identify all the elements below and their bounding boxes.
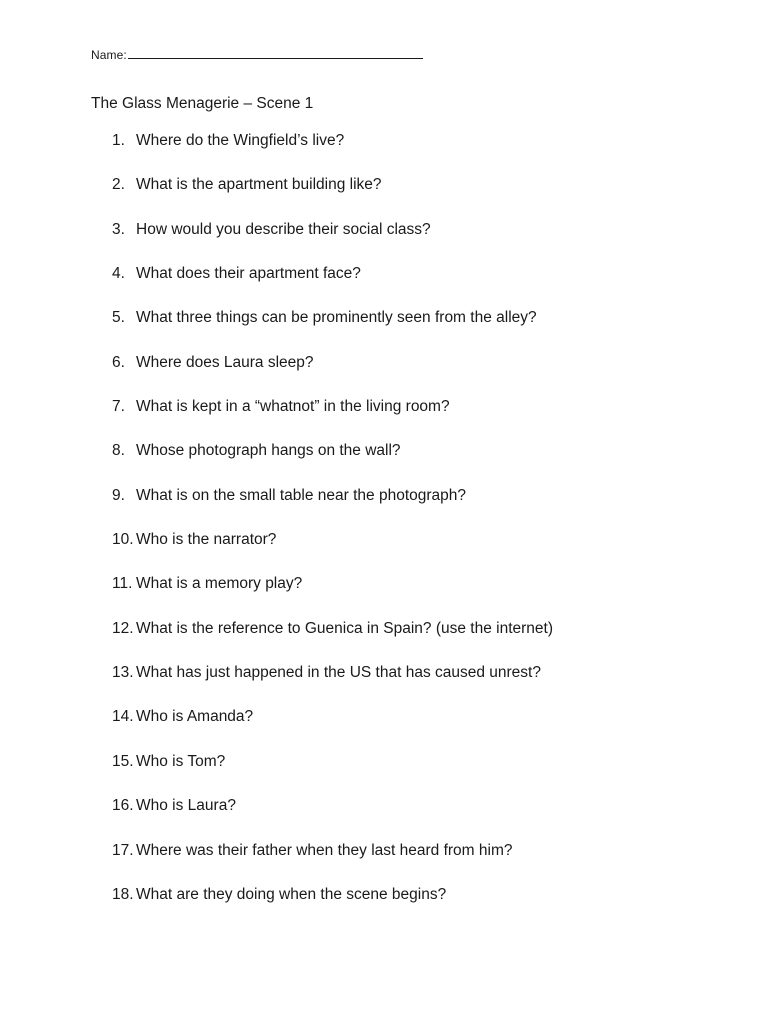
question-number: 5. bbox=[112, 309, 125, 327]
question-text: Whose photograph hangs on the wall? bbox=[136, 442, 401, 460]
name-blank-line bbox=[128, 47, 423, 59]
question-item bbox=[112, 886, 553, 930]
question-item bbox=[112, 797, 553, 841]
question-text: Who is the narrator? bbox=[136, 531, 277, 549]
question-text: Who is Amanda? bbox=[136, 708, 254, 726]
question-text: Who is Tom? bbox=[136, 752, 226, 770]
question-item bbox=[112, 354, 553, 398]
name-label: Name: bbox=[91, 48, 127, 62]
question-text: Where does Laura sleep? bbox=[136, 353, 314, 371]
question-number: 3. bbox=[112, 220, 125, 238]
question-number: 16. bbox=[112, 797, 134, 815]
question-number: 2. bbox=[112, 176, 125, 194]
question-text: Where do the Wingfield’s live? bbox=[136, 132, 345, 149]
question-number: 9. bbox=[112, 486, 125, 504]
question-item bbox=[112, 221, 553, 265]
question-number: 15. bbox=[112, 752, 134, 770]
question-number: 18. bbox=[112, 885, 134, 903]
question-text: What are they doing when the scene begins? bbox=[136, 885, 447, 903]
question-number: 12. bbox=[112, 619, 134, 637]
question-number: 8. bbox=[112, 442, 125, 460]
question-item bbox=[112, 442, 553, 486]
question-item bbox=[112, 620, 553, 664]
question-number: 10. bbox=[112, 531, 134, 549]
worksheet-title: The Glass Menagerie – Scene 1 bbox=[91, 95, 314, 112]
question-number: 6. bbox=[112, 353, 125, 371]
question-item bbox=[112, 487, 553, 531]
question-item bbox=[112, 132, 553, 176]
question-text: What is the apartment building like? bbox=[136, 176, 382, 194]
question-number: 11. bbox=[112, 575, 133, 593]
question-text: What is on the small table near the photograph? bbox=[136, 486, 467, 504]
question-item bbox=[112, 398, 553, 442]
question-text: How would you describe their social class? bbox=[136, 220, 431, 238]
question-number: 14. bbox=[112, 708, 134, 726]
question-text: What is kept in a “whatnot” in the living room? bbox=[136, 398, 450, 416]
question-text: What is a memory play? bbox=[136, 575, 303, 593]
question-list bbox=[112, 132, 553, 930]
question-number: 17. bbox=[112, 841, 134, 859]
question-number: 1. bbox=[112, 132, 125, 149]
name-field-line bbox=[91, 47, 423, 62]
question-item bbox=[112, 531, 553, 575]
question-item bbox=[112, 664, 553, 708]
question-text: What has just happened in the US that has caused unrest? bbox=[136, 664, 541, 682]
question-text: What three things can be prominently seen from the alley? bbox=[136, 309, 537, 327]
question-text: Who is Laura? bbox=[136, 797, 236, 815]
question-item bbox=[112, 575, 553, 619]
question-item bbox=[112, 708, 553, 752]
question-number: 13. bbox=[112, 664, 134, 682]
question-item bbox=[112, 265, 553, 309]
question-item bbox=[112, 309, 553, 353]
question-text: What is the reference to Guenica in Spain? (use the internet) bbox=[136, 619, 554, 637]
question-number: 7. bbox=[112, 398, 125, 416]
question-text: Where was their father when they last heard from him? bbox=[136, 841, 513, 859]
question-text: What does their apartment face? bbox=[136, 265, 361, 283]
question-item bbox=[112, 842, 553, 886]
question-item bbox=[112, 753, 553, 797]
question-item bbox=[112, 176, 553, 220]
question-number: 4. bbox=[112, 265, 125, 283]
